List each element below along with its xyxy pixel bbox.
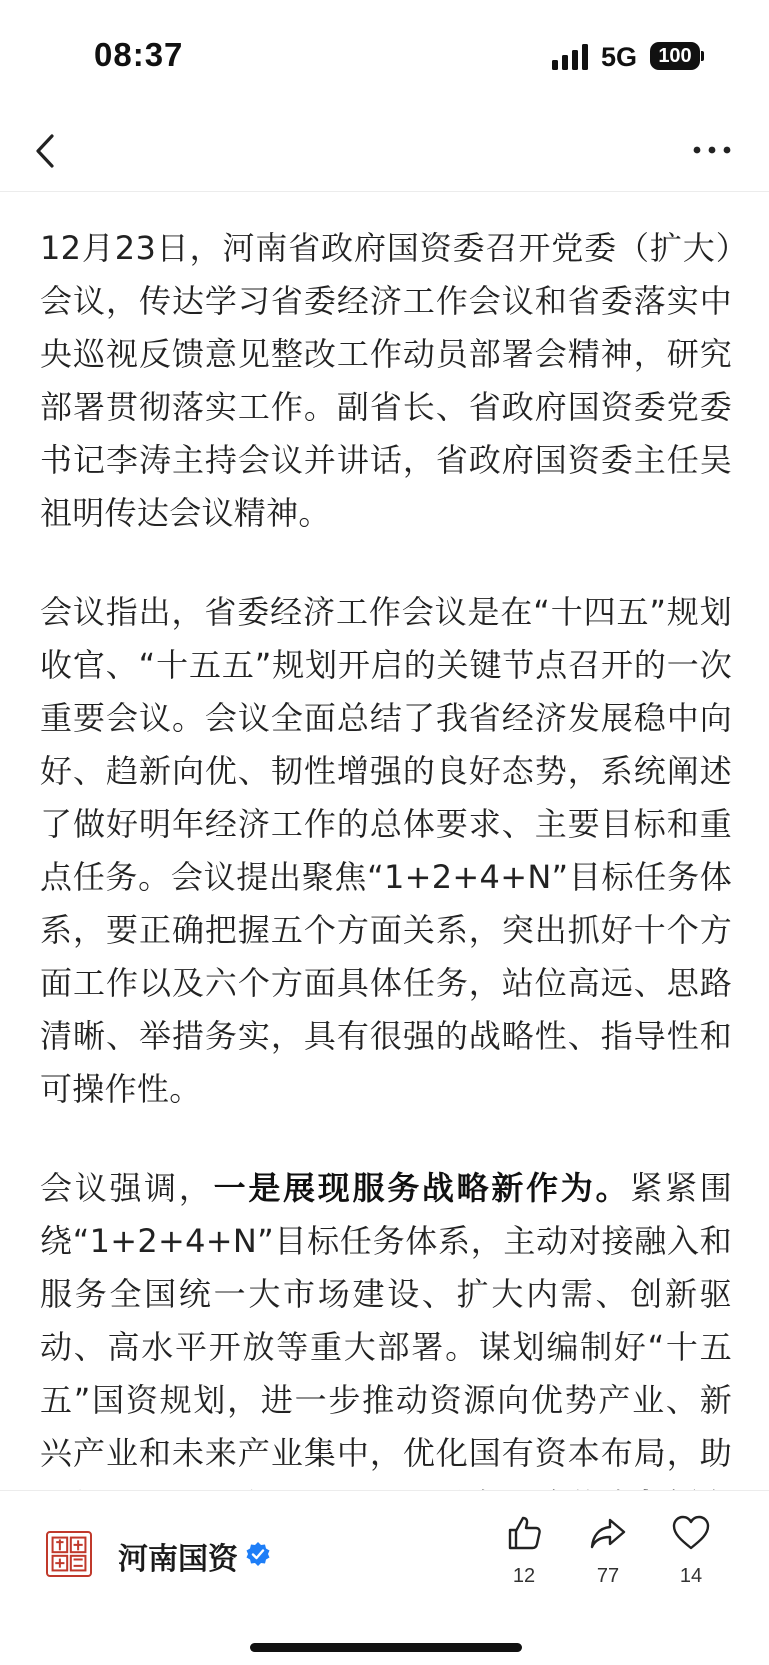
- status-bar: [0, 0, 769, 110]
- back-button[interactable]: [26, 126, 66, 176]
- article-paragraph-1: 12月23日，河南省政府国资委召开党委（扩大）会议，传达学习省委经济工作会议和省委落实中央巡视反馈意见整改工作动员部署会精神，研究部署贯彻落实工作。副省长、省政府国资委党委书记李涛主持会议并讲话，省政府国资委主任吴祖明传达会议精神。: [40, 229, 732, 532]
- verified-badge-icon: [245, 1541, 271, 1567]
- seal-logo-icon: [48, 1533, 90, 1575]
- battery-icon: [650, 42, 704, 70]
- share-button[interactable]: [578, 1513, 638, 1588]
- article-paragraph-2: 会议指出，省委经济工作会议是在“十四五”规划收官、“十五五”规划开启的关键节点召开的一次重要会议。会议全面总结了我省经济发展稳中向好、趋新向优、韧性增强的良好态势，系统阐述了做好明年经济工作的总体要求、主要目标和重点任务。会议提出聚焦“1+2+4+N”目标任务体系，要正确把握五个方面关系，突出抓好十个方面工作以及六个方面具体任务，站位高远、思路清晰、举措务实，具有很强的战略性、指导性和可操作性。: [40, 593, 732, 1108]
- share-icon: [588, 1513, 628, 1553]
- paragraph-lead: 会议强调，: [40, 1169, 214, 1207]
- bold-heading-1: 一是展现服务战略新作为。: [213, 1169, 631, 1207]
- status-time: 08:37: [94, 36, 184, 73]
- paragraph-body: 紧紧围绕“1+2+4+N”目标任务体系，主动对接融入和服务全国统一大市场建设、扩大内需、创新驱动、高水平开放等重大部署。谋划编制好“十五五”国资规划，进一步推动资源向优势产业、新兴产业和未来产业集中，优化国有资本布局，助: [40, 1169, 732, 1472]
- favorite-button[interactable]: [661, 1513, 721, 1588]
- battery-level: 100: [650, 42, 700, 70]
- ellipsis-icon: [690, 130, 734, 170]
- nav-bar: [0, 110, 769, 192]
- thumbs-up-icon: [504, 1513, 544, 1553]
- share-count: 77: [596, 1565, 620, 1587]
- home-indicator[interactable]: [250, 1643, 522, 1652]
- account-name[interactable]: 河南国资: [118, 1542, 238, 1577]
- heart-icon: [671, 1513, 711, 1553]
- more-button[interactable]: [690, 130, 734, 170]
- bottom-bar: [0, 1490, 769, 1665]
- favorite-count: 14: [679, 1565, 703, 1587]
- like-count: 12: [512, 1565, 536, 1587]
- signal-icon: [552, 44, 590, 70]
- article-body: [40, 222, 732, 1490]
- chevron-left-icon: [26, 126, 66, 176]
- network-type: 5G: [601, 42, 638, 72]
- account-avatar[interactable]: [46, 1531, 92, 1577]
- like-button[interactable]: [494, 1513, 554, 1588]
